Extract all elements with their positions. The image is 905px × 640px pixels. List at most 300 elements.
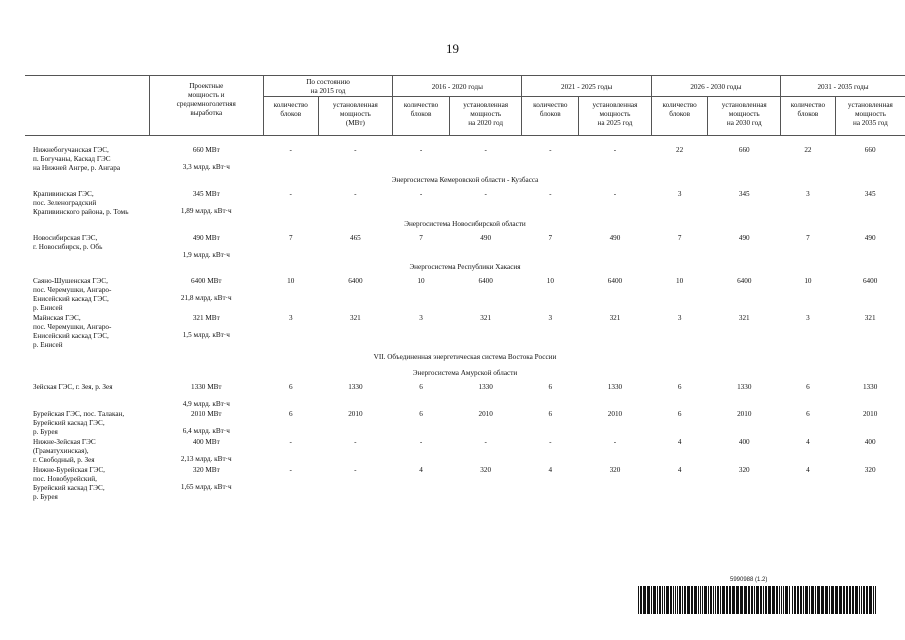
capacity-label: (МВт) [345, 119, 365, 127]
plant-row [25, 276, 905, 313]
section-heading: Энергосистема Новосибирской области [404, 220, 526, 228]
installed-capacity: - [613, 438, 617, 446]
plant-name-line: р. Енисей [33, 304, 63, 312]
project-values [149, 313, 263, 350]
blocks-count: 7 [677, 234, 682, 242]
capacity-label: на 2030 год [726, 119, 762, 127]
barcode-bar [638, 586, 639, 614]
barcode-bar [825, 586, 828, 614]
barcode-bar [768, 586, 771, 614]
project-generation: 1,65 млрд. кВт·ч [180, 483, 232, 491]
header-capacity [579, 97, 652, 136]
barcode-bar [765, 586, 767, 614]
capacity-label: установленная [721, 101, 767, 109]
barcode-bar [859, 586, 860, 614]
blocks-count: 7 [806, 234, 810, 242]
installed-capacity: 6400 [348, 277, 363, 285]
header-project-line: Проектные [189, 82, 224, 90]
project-generation: 3,3 млрд. кВт·ч [182, 163, 230, 171]
barcode-bar [675, 586, 676, 614]
installed-capacity: - [613, 190, 617, 198]
blocks-count: 3 [548, 314, 553, 322]
installed-capacity: 1330 [478, 383, 493, 391]
project-values [149, 233, 263, 260]
blocks-count: 6 [806, 410, 810, 418]
barcode-bar [817, 586, 820, 614]
section-heading-row [25, 173, 905, 189]
installed-capacity: 321 [480, 314, 492, 322]
capacity-label: мощность [599, 110, 631, 118]
plant-row [25, 437, 905, 465]
page-number: 19 [446, 41, 459, 56]
barcode-bar [863, 586, 865, 614]
blocks-count: - [289, 190, 292, 198]
blocks-count: 7 [419, 234, 423, 242]
header-project-line: среднемноголетняя [176, 100, 236, 108]
capacity-label: мощность [854, 110, 886, 118]
section-heading-row [25, 217, 905, 233]
blocks-count: 4 [806, 466, 810, 474]
barcode-bar [710, 586, 712, 614]
barcode-bar [736, 586, 739, 614]
installed-capacity: - [484, 146, 487, 154]
plant-name-line: р. Бурея [33, 428, 58, 436]
blocks-count: 6 [419, 383, 423, 391]
plant-name [25, 409, 149, 437]
period-label: По состоянию [306, 78, 350, 86]
barcode-bar [772, 586, 775, 614]
installed-capacity: 2010 [737, 410, 752, 418]
barcode-bar [776, 586, 778, 614]
blocks-count: 4 [419, 466, 423, 474]
project-values [149, 437, 263, 465]
blocks-label: блоков [797, 110, 819, 118]
header-blocks [522, 97, 579, 136]
plant-name-line: Енисейский каскад ГЭС, [33, 332, 109, 340]
plant-name [25, 437, 149, 465]
barcode-bar [815, 586, 816, 614]
blocks-count: 3 [288, 314, 293, 322]
barcode-bar [805, 586, 808, 614]
barcode-bar [698, 586, 699, 614]
blocks-count: 7 [288, 234, 293, 242]
installed-capacity: 321 [609, 314, 621, 322]
barcode-bar [835, 586, 838, 614]
barcode-bar [670, 586, 672, 614]
capacity-label: мощность [339, 110, 371, 118]
barcode-bar [839, 586, 842, 614]
barcode-bar [831, 586, 834, 614]
period-label: 2026 - 2030 годы [690, 82, 742, 91]
barcode-bar [684, 586, 686, 614]
capacity-label: установленная [463, 101, 509, 109]
plant-name-line: Енисейский каскад ГЭС, [33, 295, 109, 303]
installed-capacity: 2010 [478, 410, 493, 418]
installed-capacity: 2010 [607, 410, 623, 418]
barcode-bar [846, 586, 848, 614]
plant-row [25, 465, 905, 502]
plant-name [25, 465, 149, 502]
barcode-bar [702, 586, 703, 614]
capacity-label: на 2025 год [597, 119, 633, 127]
barcode-bar [659, 586, 661, 614]
barcode-bar [861, 586, 862, 614]
plant-name-line: п. Богучаны, Каскад ГЭС [33, 155, 111, 163]
plant-name-line: Новосибирская ГЭС, [33, 234, 98, 242]
header-period-2026-2030 [651, 76, 780, 97]
project-capacity: 345 МВт [192, 190, 220, 198]
barcode-bar [662, 586, 663, 614]
installed-capacity: - [354, 190, 357, 198]
plant-name [25, 233, 149, 260]
installed-capacity: - [484, 190, 487, 198]
blocks-count: 10 [546, 277, 554, 285]
blocks-count: 6 [419, 410, 423, 418]
installed-capacity: 490 [609, 234, 621, 242]
barcode-bar [751, 586, 753, 614]
installed-capacity: 1330 [862, 383, 878, 391]
project-values [149, 276, 263, 313]
section-heading: Энергосистема Кемеровской области - Кузбасса [391, 176, 539, 184]
blocks-label: количество [403, 101, 439, 109]
plant-row [25, 382, 905, 409]
installed-capacity: 6400 [607, 277, 623, 285]
barcode-bar [829, 586, 830, 614]
header-capacity [708, 97, 781, 136]
barcode-bar [726, 586, 728, 614]
installed-capacity: - [484, 438, 487, 446]
table-body [25, 136, 905, 503]
capacity-label: установленная [592, 101, 638, 109]
blocks-count: 4 [677, 466, 682, 474]
blocks-count: 6 [806, 383, 810, 391]
section-heading: Энергосистема Амурской области [412, 369, 518, 377]
plant-name [25, 276, 149, 313]
plant-name-line: Нижнебогучанская ГЭС, [33, 146, 109, 154]
barcode-bar [852, 586, 854, 614]
barcode-bar [653, 586, 656, 614]
barcode-bar [722, 586, 725, 614]
plant-name-line: Крапивинская ГЭС, [33, 190, 94, 198]
barcode-bar [748, 586, 750, 614]
barcode-bar [811, 586, 814, 614]
plant-name-line: Саяно-Шушенская ГЭС, [33, 277, 108, 285]
blocks-label: блоков [669, 110, 690, 118]
installed-capacity: 6400 [478, 277, 493, 285]
barcode-bar [797, 586, 799, 614]
installed-capacity: 1330 [607, 383, 623, 391]
barcode-icon [638, 586, 878, 614]
barcode-bar [713, 586, 714, 614]
blocks-label: блоков [410, 110, 432, 118]
project-values [149, 382, 263, 409]
barcode-bar [821, 586, 824, 614]
plant-name-line: Нижне-Бурейская ГЭС, [33, 466, 105, 474]
blocks-label: количество [790, 101, 826, 109]
barcode-bar [792, 586, 793, 614]
installed-capacity: 1330 [348, 383, 363, 391]
plant-name-line: Бурейский каскад ГЭС, [33, 419, 105, 427]
plant-name-line: Майнская ГЭС, [33, 314, 81, 322]
header-project-line: выработка [190, 109, 223, 117]
blocks-count: 6 [548, 410, 553, 418]
barcode-bar [664, 586, 665, 614]
blocks-count: - [419, 190, 423, 198]
plant-name-line: (Граматухинская), [33, 447, 89, 455]
barcode-bar [647, 586, 650, 614]
plant-name-line: на Нижней Ангре, р. Ангара [33, 164, 121, 172]
blocks-count: 4 [677, 438, 682, 446]
header-period-2016-2020 [393, 76, 522, 97]
blocks-count: 3 [806, 314, 810, 322]
barcode-bar [756, 586, 759, 614]
barcode-bar [843, 586, 845, 614]
plant-name-line: р. Енисей [33, 341, 63, 349]
period-label: 2021 - 2025 годы [561, 82, 613, 91]
section-heading: Энергосистема Республики Хакасия [409, 263, 521, 271]
barcode-bar [803, 586, 804, 614]
blocks-count: 22 [804, 146, 812, 154]
section-heading-row [25, 366, 905, 382]
hydro-plants-table [25, 75, 905, 502]
project-generation: 6,4 млрд. кВт·ч [182, 427, 230, 435]
plant-name-line: пос. Новобурейский, [33, 475, 97, 483]
project-generation: 4,9 млрд. кВт·ч [182, 400, 230, 408]
plant-name-line: пос. Зеленоградский [33, 199, 97, 207]
barcode-bar [809, 586, 810, 614]
project-capacity: 2010 МВт [191, 410, 222, 418]
barcode-bar [789, 586, 790, 614]
header-capacity [318, 97, 393, 136]
blocks-count: 3 [677, 190, 682, 198]
header-capacity [835, 97, 905, 136]
project-values [149, 145, 263, 173]
barcode-bar [754, 586, 755, 614]
header-period-2031-2035 [781, 76, 905, 97]
installed-capacity: 320 [609, 466, 621, 474]
blocks-count: 3 [677, 314, 682, 322]
header-blocks [651, 97, 708, 136]
plant-name-line: Зейская ГЭС, г. Зея, р. Зея [33, 383, 113, 391]
installed-capacity: - [354, 438, 357, 446]
barcode-bar [866, 586, 868, 614]
barcode-bar [691, 586, 693, 614]
header-spacer [25, 136, 905, 146]
section-heading-row [25, 260, 905, 276]
blocks-label: количество [273, 101, 308, 109]
table-header [25, 76, 905, 136]
plant-row [25, 145, 905, 173]
barcode-bar [708, 586, 709, 614]
barcode-bar [640, 586, 642, 614]
installed-capacity: 490 [738, 234, 750, 242]
barcode-bar [781, 586, 782, 614]
blocks-count: 10 [676, 277, 684, 285]
blocks-count: - [549, 190, 552, 198]
plant-name [25, 189, 149, 217]
project-generation: 21,8 млрд. кВт·ч [180, 294, 232, 302]
installed-capacity: 320 [738, 466, 750, 474]
blocks-count: 4 [548, 466, 553, 474]
barcode-bar [704, 586, 707, 614]
barcode-bar [720, 586, 721, 614]
installed-capacity: 400 [738, 438, 750, 446]
barcode-bar [682, 586, 683, 614]
header-project-line: мощность и [187, 91, 225, 99]
barcode-bar [717, 586, 719, 614]
plant-row [25, 233, 905, 260]
capacity-label: на 2035 год [852, 119, 888, 127]
plant-row [25, 409, 905, 437]
header-blocks [263, 97, 318, 136]
installed-capacity: 321 [864, 314, 876, 322]
project-capacity: 320 МВт [192, 466, 220, 474]
header-name-cell [25, 76, 149, 136]
header-capacity [449, 97, 522, 136]
barcode-bar [794, 586, 796, 614]
barcode-bar [677, 586, 678, 614]
plant-name [25, 145, 149, 173]
installed-capacity: 6400 [862, 277, 878, 285]
project-capacity: 1330 МВт [191, 383, 222, 391]
installed-capacity: 2010 [862, 410, 878, 418]
blocks-count: - [549, 146, 552, 154]
plant-name-line: г. Свободный, р. Зея [33, 456, 95, 464]
barcode-bar [855, 586, 858, 614]
plant-name-line: р. Бурея [33, 493, 58, 501]
period-label: 2016 - 2020 годы [431, 82, 483, 91]
barcode-bar [740, 586, 743, 614]
capacity-label: на 2020 год [468, 119, 504, 127]
capacity-label: установленная [332, 101, 378, 109]
installed-capacity: 660 [738, 146, 750, 154]
blocks-count: - [419, 438, 423, 446]
spacer-cell [25, 136, 905, 146]
installed-capacity: 490 [864, 234, 876, 242]
installed-capacity: - [354, 466, 357, 474]
project-values [149, 189, 263, 217]
blocks-count: 6 [548, 383, 553, 391]
barcode-bar [763, 586, 764, 614]
installed-capacity: 2010 [348, 410, 363, 418]
plant-name [25, 313, 149, 350]
plant-name [25, 382, 149, 409]
capacity-label: мощность [470, 110, 502, 118]
project-generation: 1,89 млрд. кВт·ч [180, 207, 232, 215]
barcode-bar [673, 586, 674, 614]
project-generation: 1,9 млрд. кВт·ч [182, 251, 230, 259]
blocks-count: - [549, 438, 552, 446]
barcode-bar [666, 586, 669, 614]
installed-capacity: 660 [864, 146, 876, 154]
barcode-bar [694, 586, 697, 614]
barcode-bar [700, 586, 701, 614]
blocks-count: 6 [288, 410, 293, 418]
blocks-count: 6 [677, 410, 682, 418]
barcode-bar [849, 586, 851, 614]
plant-row [25, 189, 905, 217]
header-project-cell [149, 76, 263, 136]
project-values [149, 409, 263, 437]
barcode-bar [800, 586, 802, 614]
project-capacity: 660 МВт [192, 146, 220, 154]
barcode-bar [744, 586, 747, 614]
barcode-label: 5990988 (1.2) [730, 577, 768, 583]
plant-name-line: г. Новосибирск, р. Обь [33, 243, 103, 251]
capacity-label: установленная [847, 101, 893, 109]
plant-name-line: Бурейская ГЭС, пос. Талакан, [33, 410, 125, 418]
installed-capacity: 1330 [737, 383, 752, 391]
plant-name-line: Нижне-Зейская ГЭС [33, 438, 96, 446]
installed-capacity: 6400 [737, 277, 752, 285]
installed-capacity: 321 [738, 314, 750, 322]
blocks-count: 4 [806, 438, 810, 446]
barcode-bar [651, 586, 652, 614]
blocks-count: - [419, 146, 423, 154]
period-label: на 2015 год [310, 87, 346, 95]
barcode-bar [873, 586, 874, 614]
blocks-count: 3 [419, 314, 423, 322]
header-period-2021-2025 [522, 76, 651, 97]
project-capacity: 321 МВт [192, 314, 220, 322]
section-heading: VII. Объединенная энергетическая система Востока России [373, 353, 557, 361]
header-period-2015 [263, 76, 392, 97]
blocks-count: 6 [677, 383, 682, 391]
barcode-bar [760, 586, 762, 614]
project-capacity: 490 МВт [192, 234, 220, 242]
document-barcode [638, 577, 878, 615]
installed-capacity: 465 [349, 234, 361, 242]
capacity-label: мощность [728, 110, 760, 118]
barcode-bar [783, 586, 784, 614]
blocks-count: 10 [417, 277, 425, 285]
blocks-label: блоков [539, 110, 561, 118]
plant-name-line: пос. Черемушки, Ангаро- [33, 323, 112, 331]
barcode-bar [679, 586, 681, 614]
plant-row [25, 313, 905, 350]
project-capacity: 6400 МВт [191, 277, 222, 285]
barcode-bar [732, 586, 735, 614]
barcode-bar [715, 586, 716, 614]
blocks-label: блоков [280, 110, 302, 118]
barcode-bar [729, 586, 731, 614]
plant-name-line: Бурейский каскад ГЭС, [33, 484, 105, 492]
installed-capacity: 321 [349, 314, 361, 322]
header-blocks [781, 97, 836, 136]
barcode-bar [779, 586, 780, 614]
installed-capacity: 345 [738, 190, 750, 198]
installed-capacity: - [613, 146, 617, 154]
project-capacity: 400 МВт [192, 438, 220, 446]
period-label: 2031 - 2035 годы [817, 82, 869, 91]
installed-capacity: 345 [864, 190, 876, 198]
blocks-count: 22 [676, 146, 684, 154]
barcode-bar [869, 586, 872, 614]
barcode-bar [875, 586, 876, 614]
blocks-label: количество [662, 101, 697, 109]
installed-capacity: 320 [480, 466, 492, 474]
section-heading-row [25, 350, 905, 366]
plant-name-line: Крапивинского района, р. Томь [33, 208, 129, 216]
plant-name-line: пос. Черемушки, Ангаро- [33, 286, 112, 294]
installed-capacity: - [354, 146, 357, 154]
blocks-count: - [289, 438, 292, 446]
installed-capacity: 400 [864, 438, 876, 446]
project-generation: 2,13 млрд. кВт·ч [180, 455, 232, 463]
blocks-label: количество [533, 101, 568, 109]
blocks-count: 3 [806, 190, 810, 198]
blocks-count: - [289, 466, 292, 474]
